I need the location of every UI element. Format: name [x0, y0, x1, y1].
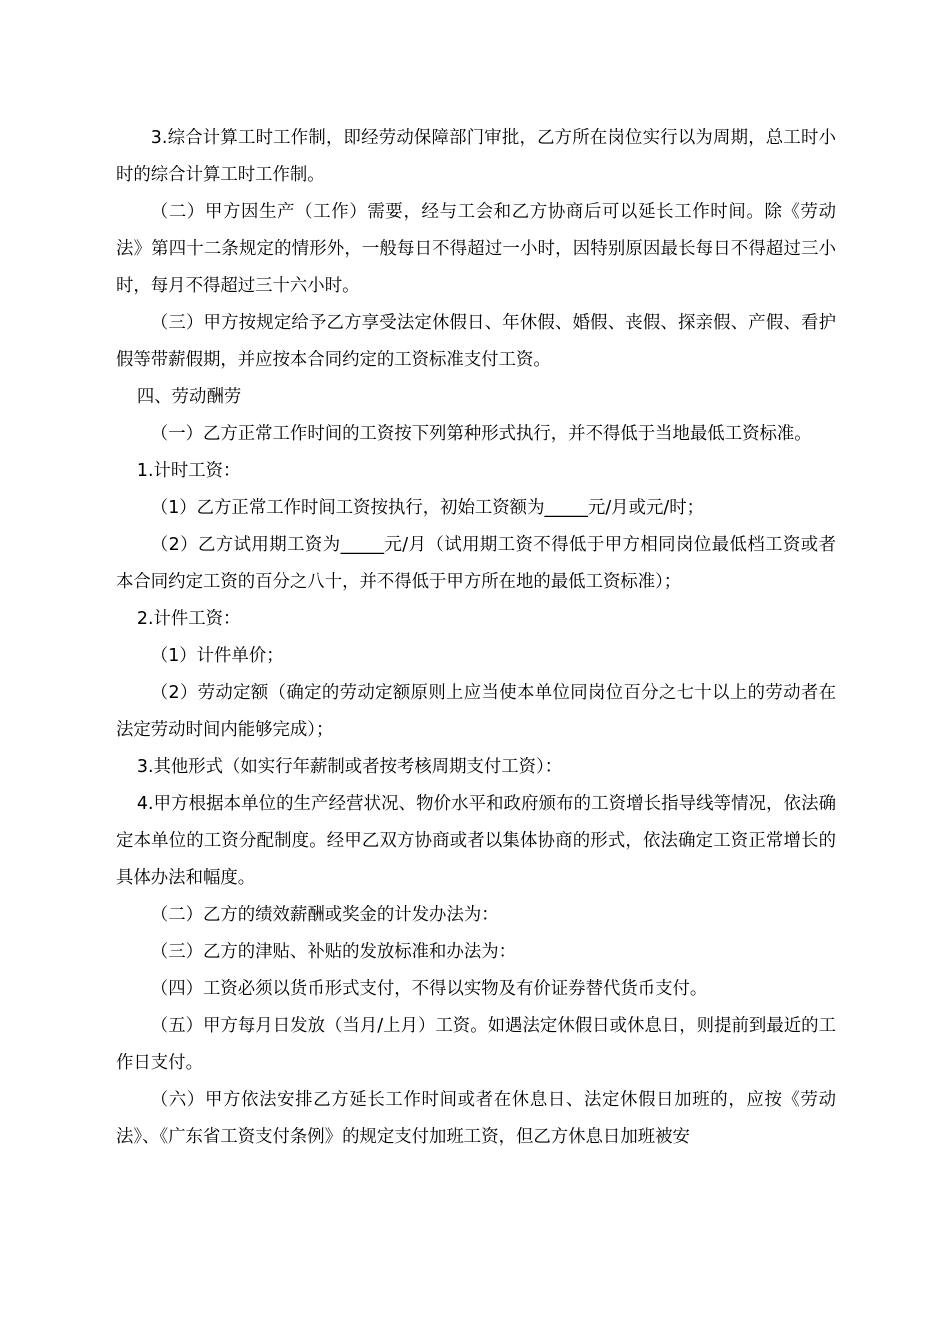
paragraph-paid-leave: （三）甲方按规定给予乙方享受法定休假日、年休假、婚假、丧假、探亲假、产假、看护假等带薪假期，并应按本合同约定的工资标准支付工资。 — [116, 313, 836, 370]
paragraph-labor-quota: （2）劳动定额（确定的劳动定额原则上应当使本单位同岗位百分之七十以上的劳动者在法定劳动时间内能够完成）； — [116, 683, 836, 740]
paragraph-piece-unit-price: （1）计件单价； — [150, 646, 284, 666]
paragraph-probation-wage: （2）乙方试用期工资为_____元/月（试用期工资不得低于甲方相同岗位最低档工资或者本合同约定工资的百分之八十，并不得低于甲方所在地的最低工资标准）； — [116, 535, 836, 592]
paragraph-pay-date: （五）甲方每月日发放（当月/上月）工资。如遇法定休假日或休息日，则提前到最近的工作日支付。 — [116, 1016, 836, 1073]
paragraph-piece-wage: 2.计件工资： — [136, 609, 241, 629]
paragraph-wage-form: （一）乙方正常工作时间的工资按下列第种形式执行，并不得低于当地最低工资标准。 — [150, 424, 812, 444]
paragraph-overtime-pay: （六）甲方依法安排乙方延长工作时间或者在休息日、法定休假日加班的，应按《劳动法》、《广东省工资支付条例》的规定支付加班工资，但乙方休息日加班被安 — [116, 1090, 836, 1147]
paragraph-comprehensive-hours: 3.综合计算工时工作制，即经劳动保障部门审批，乙方所在岗位实行以为周期，总工时小时的综合计算工时工作制。 — [116, 128, 836, 185]
paragraph-other-forms: 3.其他形式（如实行年薪制或者按考核周期支付工资）： — [136, 757, 563, 777]
section-heading-remuneration: 四、劳动酬劳 — [136, 387, 242, 407]
paragraph-allowances: （三）乙方的津贴、补贴的发放标准和办法为： — [150, 942, 517, 962]
paragraph-normal-wage: （1）乙方正常工作时间工资按执行，初始工资额为_____元/月或元/时； — [150, 498, 704, 518]
paragraph-performance-pay: （二）乙方的绩效薪酬或奖金的计发办法为： — [150, 905, 499, 925]
document-body — [116, 120, 836, 1156]
paragraph-wage-distribution: 4.甲方根据本单位的生产经营状况、物价水平和政府颁布的工资增长指导线等情况，依法确定本单位的工资分配制度。经甲乙双方协商或者以集体协商的形式，依法确定工资正常增长的具体办法和幅度。 — [116, 794, 836, 888]
paragraph-overtime-extension: （二）甲方因生产（工作）需要，经与工会和乙方协商后可以延长工作时间。除《劳动法》第四十二条规定的情形外，一般每日不得超过一小时，因特别原因最长每日不得超过三小时，每月不得超过三十六小时。 — [116, 202, 836, 296]
paragraph-time-wage: 1.计时工资： — [136, 461, 241, 481]
paragraph-currency-payment: （四）工资必须以货币形式支付，不得以实物及有价证券替代货币支付。 — [150, 979, 708, 999]
